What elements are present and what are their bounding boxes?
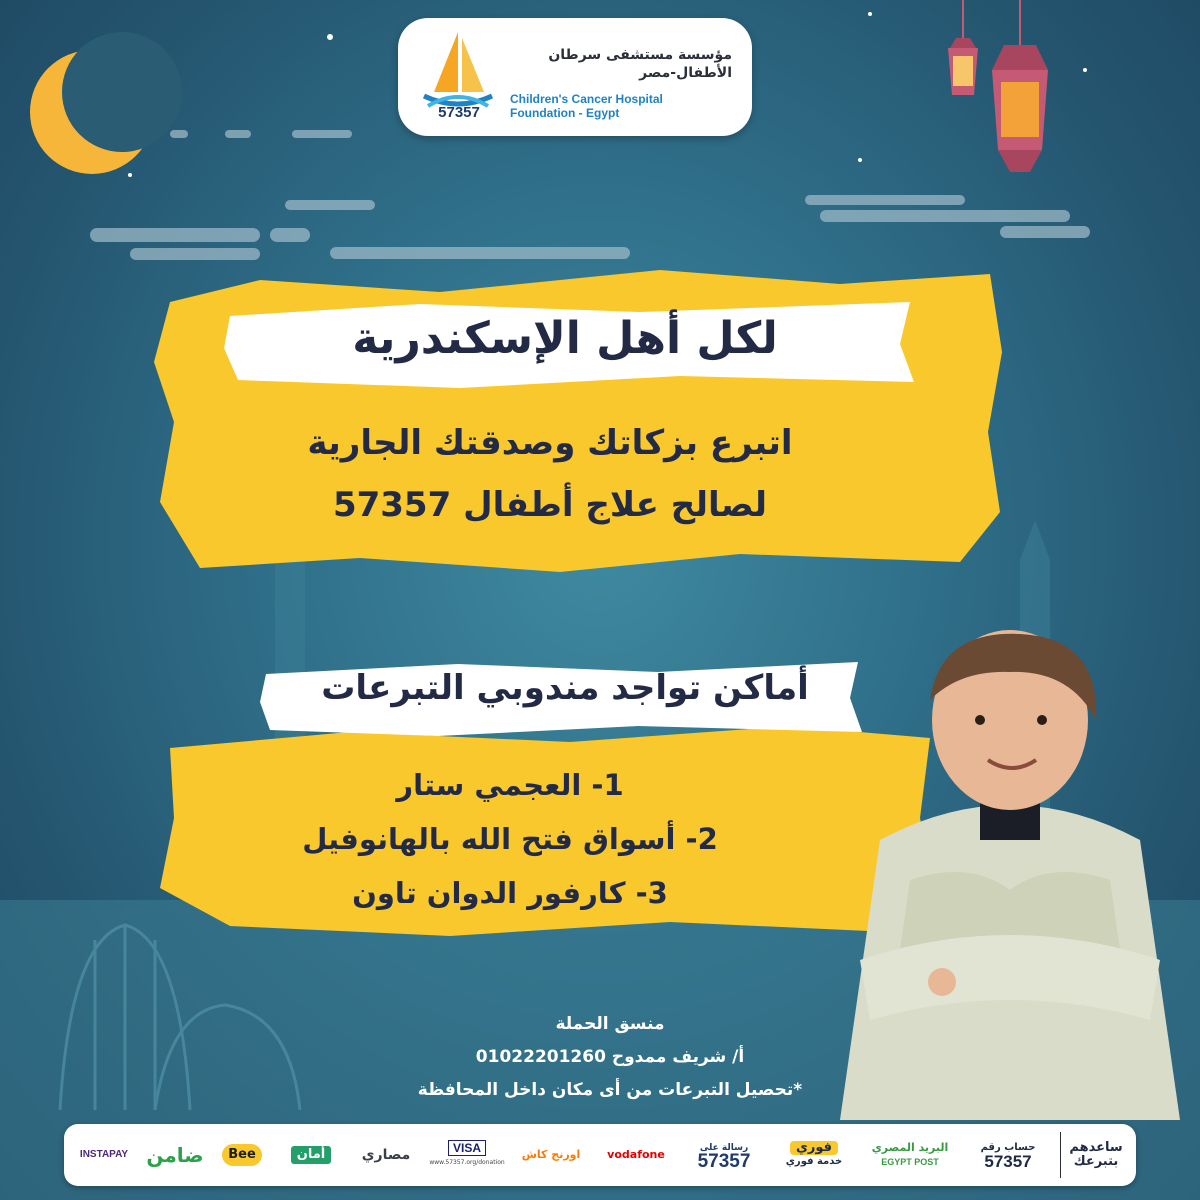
logo-english-name	[510, 92, 730, 120]
lantern-icon	[948, 0, 1048, 172]
logo-arabic-line1: مؤسسة مستشفى سرطان	[548, 47, 732, 63]
instapay-logo	[70, 1132, 138, 1178]
clouds-decoration	[90, 130, 1090, 260]
coordinator-info	[330, 1008, 890, 1107]
logo-english-line1: Children's Cancer Hospital	[510, 92, 663, 106]
list-item: 2- أسواق فتح الله بالهانوفيل	[302, 822, 718, 856]
donation-message-line2: لصالح علاج أطفال 57357	[332, 485, 768, 525]
aman-logo	[276, 1132, 346, 1178]
damen-label: ضامن	[146, 1143, 204, 1167]
logo-english-line2: Foundation - Egypt	[510, 106, 620, 120]
list-item: 3- كارفور الدوان تاون	[352, 876, 668, 910]
bee-label: Bee	[222, 1144, 262, 1166]
sms-number: 57357	[697, 1151, 751, 1172]
logo-arabic-line2: الأطفال-مصر	[639, 65, 732, 81]
bee-logo	[212, 1132, 272, 1178]
collection-note: *تحصيل التبرعات من أى مكان داخل المحافظة	[417, 1080, 803, 1100]
visa-label: VISA	[448, 1140, 486, 1156]
fawry-logo	[770, 1132, 858, 1178]
masary-logo	[350, 1132, 422, 1178]
help-line2: بتبرعك	[1073, 1154, 1119, 1169]
places-list	[230, 758, 790, 920]
instapay-label: INSTAPAY	[79, 1149, 129, 1160]
sms-number-badge	[682, 1132, 766, 1178]
aman-label: أمان	[291, 1146, 331, 1164]
donation-message-line1: اتبرع بزكاتك وصدقتك الجارية	[307, 423, 793, 463]
fawry-label: فوري	[790, 1141, 838, 1155]
list-item: 1- العجمي ستار	[396, 768, 624, 802]
fawry-service: خدمة فوري	[785, 1156, 843, 1167]
donation-message	[200, 412, 900, 536]
help-line1: ساعدهم	[1069, 1140, 1123, 1155]
payment-methods-bar	[64, 1124, 1136, 1186]
logo-card	[398, 18, 752, 136]
orange-cash-label: اورنج كاش	[521, 1148, 581, 1161]
logo-arabic-name	[502, 46, 732, 82]
account-number-badge	[960, 1132, 1056, 1178]
help-them-badge	[1064, 1132, 1128, 1178]
coordinator-name-phone: أ/ شريف ممدوح 01022201260	[475, 1047, 745, 1067]
logo-number: 57357	[438, 104, 480, 121]
coordinator-label: منسق الحملة	[555, 1014, 665, 1034]
places-title: أماكن تواجد مندوبي التبرعات	[321, 668, 809, 708]
vodafone-label: vodafone	[607, 1148, 665, 1161]
visa-mastercard-logo	[426, 1132, 508, 1178]
masary-label: مصاري	[361, 1147, 411, 1163]
egypt-post-ar: البريد المصري	[871, 1141, 949, 1154]
damen-logo	[142, 1132, 208, 1178]
account-number: 57357	[984, 1152, 1032, 1171]
orange-cash-logo	[512, 1132, 590, 1178]
sms-label: رسالة على	[699, 1143, 749, 1153]
divider	[1060, 1132, 1061, 1178]
headline: لكل أهل الإسكندرية	[352, 313, 778, 364]
vodafone-logo	[594, 1132, 678, 1178]
egypt-post-logo	[864, 1132, 956, 1178]
donation-site: www.57357.org/donation	[429, 1159, 505, 1166]
account-label: حساب رقم	[980, 1142, 1036, 1153]
crescent-moon-icon	[30, 32, 182, 174]
egypt-post-en: EGYPT POST	[881, 1157, 939, 1167]
